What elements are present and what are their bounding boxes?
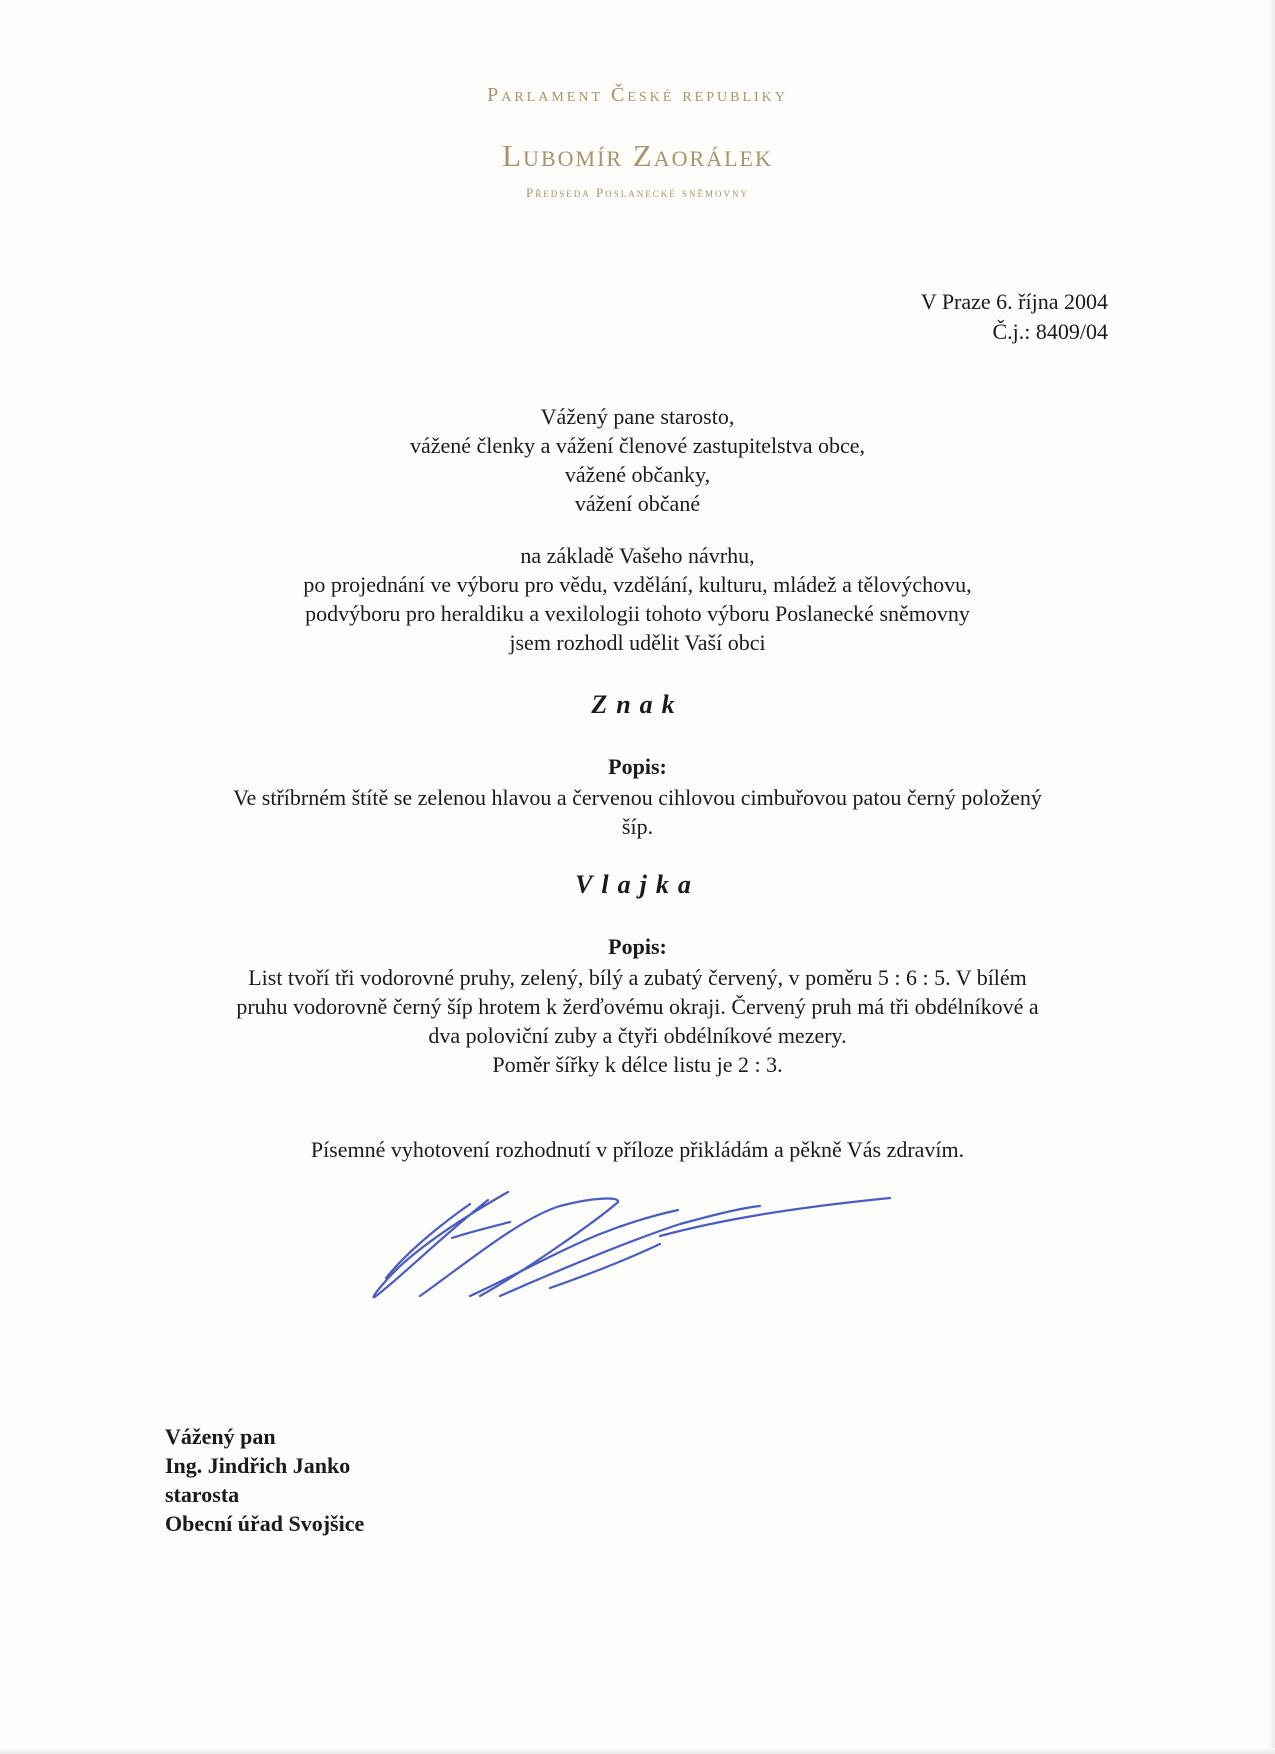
popis-label-znak: Popis:	[608, 754, 667, 779]
closing-sentence: Písemné vyhotovení rozhodnutí v příloze přikládám a pěkně Vás zdravím.	[310, 1137, 965, 1162]
description-line: šíp.	[621, 814, 654, 839]
letterhead-institution: Parlament České republiky	[487, 84, 788, 106]
letterhead-name: Lubomír Zaorálek	[502, 138, 773, 173]
place-date: V Praze 6. října 2004	[920, 289, 1108, 314]
addressee-line: Ing. Jindřich Janko	[165, 1453, 351, 1478]
intro-line: podvýboru pro heraldiku a vexilologii tohoto výboru Poslanecké sněmovny	[305, 601, 970, 626]
description-line: Poměr šířky k délce listu je 2 : 3.	[492, 1052, 783, 1077]
greeting-line: vážení občané	[574, 491, 701, 516]
intro-paragraph	[0, 541, 1275, 657]
scan-edge-bottom	[0, 1748, 1275, 1754]
greeting-line: vážené občanky,	[564, 462, 711, 487]
section-title-vlajka: Vlajka	[575, 870, 700, 899]
date-block	[921, 287, 1108, 347]
greeting-line: vážené členky a vážení členové zastupitelstva obce,	[409, 433, 866, 458]
intro-line: jsem rozhodl udělit Vaší obci	[509, 630, 766, 655]
greeting-line: Vážený pane starosto,	[540, 404, 735, 429]
description-line: pruhu vodorovně černý šíp hrotem k žerďovému okraji. Červený pruh má tři obdélníkové a	[236, 994, 1039, 1019]
addressee-line: Vážený pan	[165, 1424, 276, 1449]
greeting	[0, 402, 1275, 518]
reference-number: Č.j.: 8409/04	[992, 319, 1108, 344]
addressee-line: starosta	[165, 1482, 240, 1507]
description-znak	[150, 783, 1125, 841]
description-vlajka	[150, 963, 1125, 1079]
intro-line: po projednání ve výboru pro vědu, vzdělání, kulturu, mládež a tělovýchovu,	[303, 572, 972, 597]
popis-label-vlajka: Popis:	[608, 934, 667, 959]
description-line: Ve stříbrném štítě se zelenou hlavou a červenou cihlovou cimbuřovou patou černý položený	[233, 785, 1042, 810]
section-title-znak: Znak	[591, 690, 684, 719]
letterhead-role: Předseda Poslanecké sněmovny	[526, 185, 749, 200]
addressee-block	[165, 1422, 364, 1538]
signature-icon	[360, 1178, 900, 1308]
description-line: dva poloviční zuby a čtyři obdélníkové mezery.	[428, 1023, 847, 1048]
addressee-line: Obecní úřad Svojšice	[165, 1511, 365, 1536]
description-line: List tvoří tři vodorovné pruhy, zelený, bílý a zubatý červený, v poměru 5 : 6 : 5. V bílém	[248, 965, 1027, 990]
intro-line: na základě Vašeho návrhu,	[520, 543, 755, 568]
